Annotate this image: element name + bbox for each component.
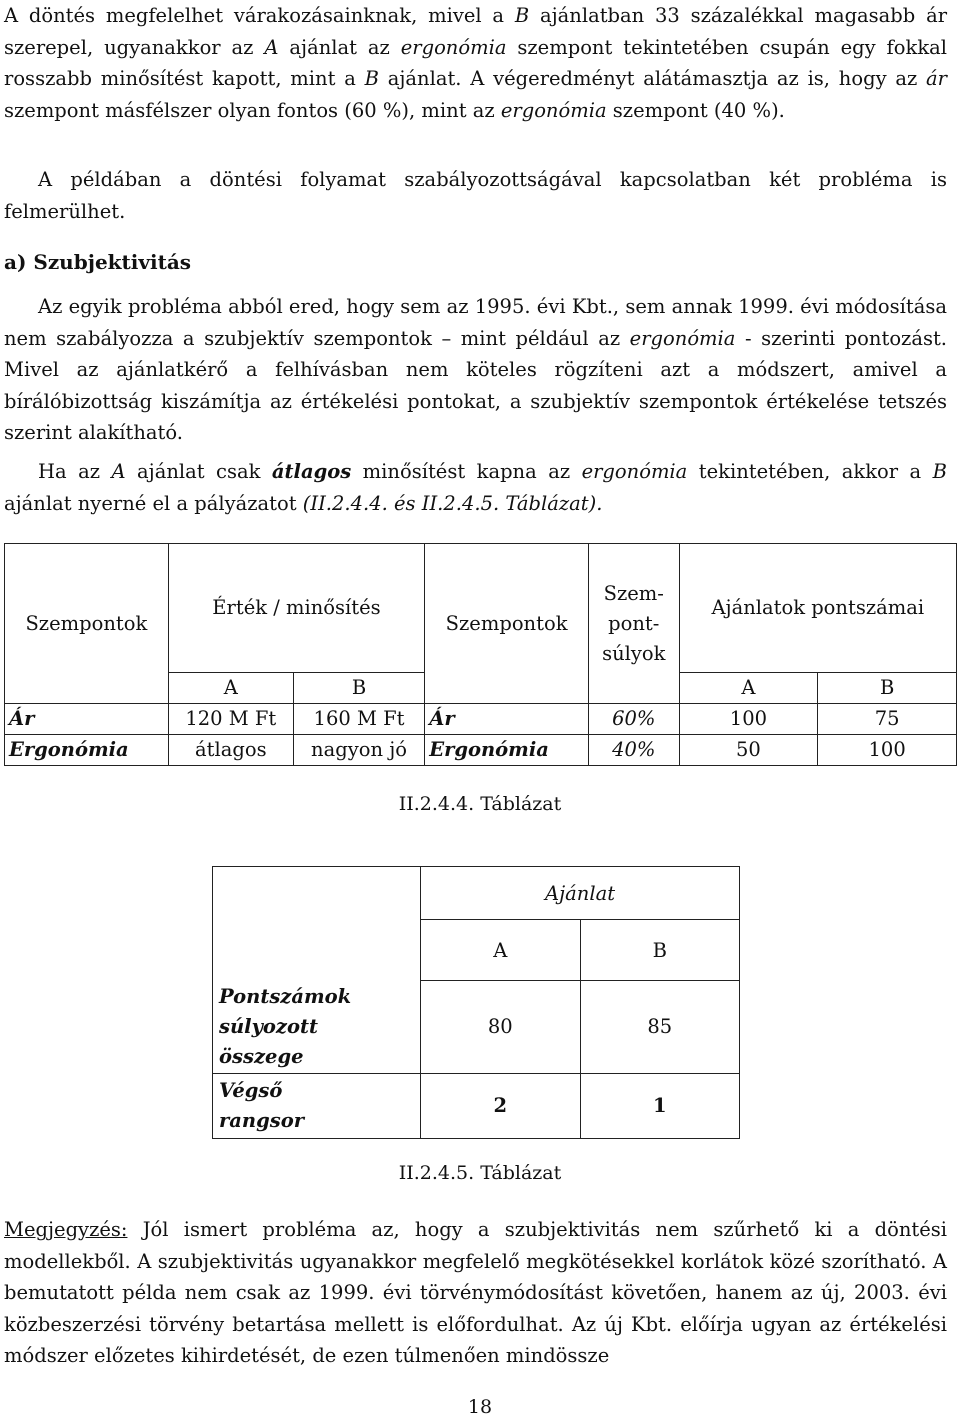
label-line: Pontszámok: [219, 984, 352, 1008]
score-cell: 50: [679, 735, 818, 766]
criterion-cell: Ár: [5, 704, 169, 735]
subheader-cell: A: [679, 673, 818, 704]
header-cell: Szempontok: [425, 544, 589, 704]
text-span-italic: ergonómia: [500, 98, 607, 122]
table-row: [213, 1073, 740, 1138]
score-cell: 100: [818, 735, 957, 766]
weight-cell: 60%: [588, 704, 679, 735]
subheader-cell: B: [293, 673, 424, 704]
paragraph-decision: [4, 0, 947, 126]
text-span-italic: A: [264, 35, 279, 59]
weight-cell: 40%: [588, 735, 679, 766]
rank-cell: 2: [421, 1073, 580, 1138]
label-line: súlyozott: [219, 1014, 318, 1038]
row-label: [213, 981, 421, 1074]
header-cell-offer: Ajánlat: [421, 867, 740, 920]
table-caption: II.2.4.5. Táblázat: [398, 1162, 562, 1184]
header-text: súlyok: [602, 641, 666, 665]
text-span-italic: ár: [926, 67, 947, 90]
text-span-bold-italic: átlagos: [271, 460, 352, 483]
row-label: [213, 1073, 421, 1138]
text-span: szempont másfélszer olyan fontos (60 %), mint az: [4, 98, 501, 122]
text-span-italic: ergonómia: [581, 460, 688, 483]
text-span: Az egyik probléma abból ered, hogy sem az 1995. évi Kbt., sem annak 1999. évi módosítása nem szabályozza a szubjektív szempontok – mint például az: [4, 295, 947, 350]
subheader-cell: B: [580, 920, 739, 981]
table-row: [213, 981, 740, 1074]
table-final-ranking: [212, 866, 740, 1139]
table-header-row: [5, 544, 957, 673]
subheader-cell: A: [421, 920, 580, 981]
text-span-italic: ergonómia: [629, 326, 736, 350]
text-span-italic: A: [111, 460, 126, 483]
value-cell: átlagos: [168, 735, 293, 766]
subheader-cell: A: [168, 673, 293, 704]
value-cell: 85: [580, 981, 739, 1074]
text-span-italic: B: [364, 67, 379, 90]
criterion-cell: Ergonómia: [425, 735, 589, 766]
text-span: ajánlatban 33 százalékkal magasabb ár szerepel, ugyanakkor az: [4, 4, 948, 59]
criterion-cell: Ár: [425, 704, 589, 735]
header-cell: Érték / minősítés: [168, 544, 424, 673]
text-span: szempont tekintetében csupán egy fokkal rosszabb minősítést kapott, mint a: [4, 35, 947, 90]
paragraph-note: [4, 1214, 947, 1372]
label-line: rangsor: [219, 1108, 304, 1132]
text-span: minősítést kapna az: [351, 460, 582, 483]
label-line: összege: [219, 1044, 304, 1068]
label-line: Végső: [219, 1078, 283, 1102]
text-span-italic: B: [932, 460, 947, 483]
header-text: pont-: [608, 611, 660, 635]
text-span: A döntés megfelelhet várakozásainknak, mivel a: [4, 4, 515, 27]
text-span-italic: ergonómia: [400, 35, 507, 59]
text-span: ajánlat az: [278, 35, 401, 59]
rank-cell: 1: [580, 1073, 739, 1138]
text-span: ajánlat csak: [125, 460, 272, 483]
section-heading-subjectivity: a) Szubjektivitás: [4, 250, 192, 274]
text-span-italic: (II.2.4.4. és II.2.4.5. Táblázat).: [302, 491, 603, 515]
paragraph-average-rating: [4, 456, 947, 519]
page-number: 18: [467, 1396, 493, 1418]
value-cell: 160 M Ft: [293, 704, 424, 735]
value-cell: 80: [421, 981, 580, 1074]
empty-cell: [213, 867, 421, 981]
text-span: szempont (40 %).: [606, 98, 785, 122]
table-criteria-scores: [4, 543, 957, 766]
header-cell-weights: [588, 544, 679, 704]
table-header-row: [213, 867, 740, 920]
header-cell: Szempontok: [5, 544, 169, 704]
text-span: tekintetében, akkor a: [687, 460, 933, 483]
subheader-cell: B: [818, 673, 957, 704]
table-caption: II.2.4.4. Táblázat: [398, 793, 562, 815]
text-span: Ha az: [38, 460, 112, 483]
header-text: Szem-: [603, 581, 664, 605]
score-cell: 100: [679, 704, 818, 735]
text-span-italic: B: [514, 4, 530, 27]
paragraph-problems: A példában a döntési folyamat szabályozottságával kapcsolatban két probléma is felmerülhet.: [4, 168, 947, 223]
paragraph-subjectivity: [4, 291, 947, 449]
text-span: ajánlat. A végeredményt alátámasztja az is, hogy az: [378, 67, 927, 90]
text-span: - szerinti pontozást. Mivel az ajánlatkérő a felhívásban nem köteles rögzíteni azt a módszert, amivel a bírálóbizottság kiszámítja az értékelési pontokat, a szubjektív szempontok értékelése tetszés szerint alakítható.: [4, 326, 947, 444]
text-span: Jól ismert probléma az, hogy a szubjektivitás nem szűrhető ki a döntési modellekből. A szubjektivitás ugyanakkor megfelelő megkötésekkel korlátok közé szorítható. A bemutatott példa nem csak az 1999. évi törvénymódosítást követően, hanem az új, 2003. évi közbeszerzési törvény betartása mellett is előfordulhat. Az új Kbt. előírja ugyan az értékelési módszer előzetes kihirdetését, de ezen túlmenően mindössze: [4, 1218, 947, 1367]
table-row: [5, 735, 957, 766]
note-label: Megjegyzés:: [4, 1218, 128, 1241]
value-cell: 120 M Ft: [168, 704, 293, 735]
score-cell: 75: [818, 704, 957, 735]
table-row: [5, 704, 957, 735]
value-cell: nagyon jó: [293, 735, 424, 766]
header-cell: Ajánlatok pontszámai: [679, 544, 956, 673]
text-span: ajánlat nyerné el a pályázatot: [4, 491, 303, 515]
criterion-cell: Ergonómia: [5, 735, 169, 766]
